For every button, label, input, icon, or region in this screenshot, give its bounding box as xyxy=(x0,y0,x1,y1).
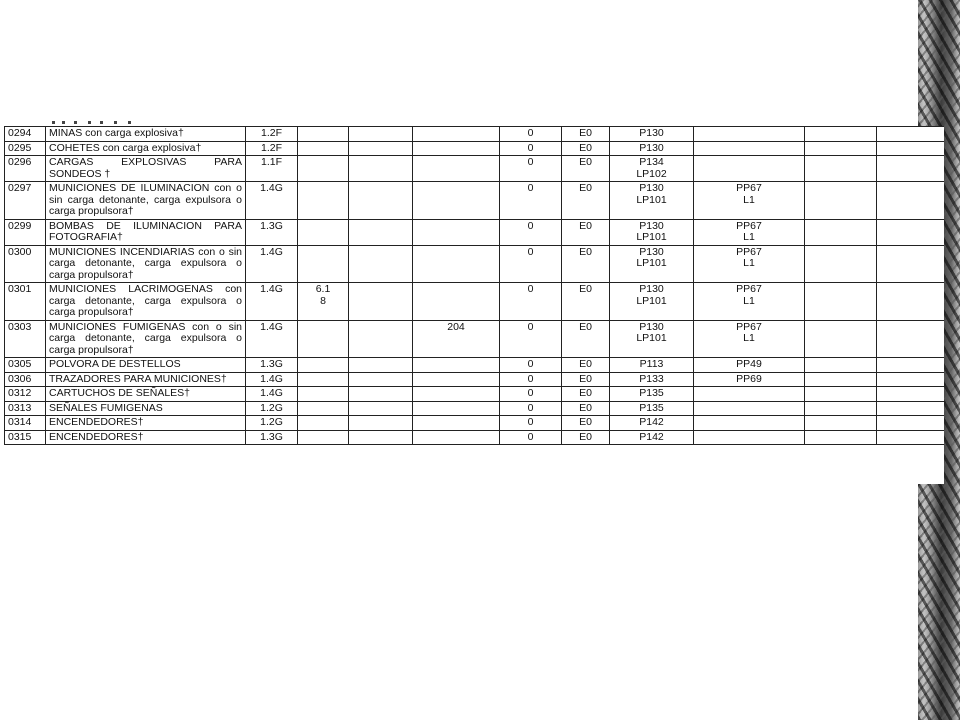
description-cell: MUNICIONES LACRIMOGENAS con carga detonante, carga expulsora o carga propulsora† xyxy=(46,283,246,321)
packing-instruction-cell: P113 xyxy=(610,358,694,373)
packing-instruction-cell: P130 xyxy=(610,127,694,142)
un-number-cell: 0301 xyxy=(5,283,46,321)
column-12-cell xyxy=(877,127,945,142)
excepted-quantity-cell: E0 xyxy=(562,127,610,142)
subsidiary-risk-cell xyxy=(298,245,349,283)
excepted-quantity-cell: E0 xyxy=(562,141,610,156)
table-row xyxy=(5,245,945,283)
description-cell: CARGAS EXPLOSIVAS PARA SONDEOS † xyxy=(46,156,246,182)
column-11-cell xyxy=(805,430,877,445)
subsidiary-risk-cell xyxy=(298,401,349,416)
packing-instruction-cell: P135 xyxy=(610,387,694,402)
column-11-cell xyxy=(805,127,877,142)
packing-instruction-cell: P130 xyxy=(610,141,694,156)
column-12-cell xyxy=(877,372,945,387)
excepted-quantity-cell: E0 xyxy=(562,416,610,431)
class-division-cell: 1.4G xyxy=(246,372,298,387)
packing-provision-cell: PP67 L1 xyxy=(694,245,805,283)
table-row xyxy=(5,430,945,445)
subsidiary-risk-cell xyxy=(298,320,349,358)
class-division-cell: 1.3G xyxy=(246,358,298,373)
description-cell: TRAZADORES PARA MUNICIONES† xyxy=(46,372,246,387)
class-division-cell: 1.2G xyxy=(246,401,298,416)
column-12-cell xyxy=(877,387,945,402)
limited-quantity-cell: 0 xyxy=(500,401,562,416)
subsidiary-risk-cell xyxy=(298,358,349,373)
description-cell: ENCENDEDORES† xyxy=(46,430,246,445)
special-provisions-cell xyxy=(413,387,500,402)
column-11-cell xyxy=(805,387,877,402)
excepted-quantity-cell: E0 xyxy=(562,219,610,245)
packing-group-cell xyxy=(349,372,413,387)
excepted-quantity-cell: E0 xyxy=(562,358,610,373)
description-cell: POLVORA DE DESTELLOS xyxy=(46,358,246,373)
limited-quantity-cell: 0 xyxy=(500,372,562,387)
limited-quantity-cell: 0 xyxy=(500,358,562,373)
packing-instruction-cell: P130 LP101 xyxy=(610,182,694,220)
packing-group-cell xyxy=(349,320,413,358)
packing-group-cell xyxy=(349,245,413,283)
class-division-cell: 1.2F xyxy=(246,141,298,156)
column-12-cell xyxy=(877,430,945,445)
packing-group-cell xyxy=(349,182,413,220)
packing-group-cell xyxy=(349,127,413,142)
table-row xyxy=(5,127,945,142)
excepted-quantity-cell: E0 xyxy=(562,430,610,445)
un-number-cell: 0294 xyxy=(5,127,46,142)
class-division-cell: 1.3G xyxy=(246,219,298,245)
limited-quantity-cell: 0 xyxy=(500,219,562,245)
excepted-quantity-cell: E0 xyxy=(562,245,610,283)
class-division-cell: 1.3G xyxy=(246,430,298,445)
column-12-cell xyxy=(877,283,945,321)
excepted-quantity-cell: E0 xyxy=(562,372,610,387)
subsidiary-risk-cell xyxy=(298,127,349,142)
un-number-cell: 0295 xyxy=(5,141,46,156)
packing-instruction-cell: P134 LP102 xyxy=(610,156,694,182)
un-number-cell: 0315 xyxy=(5,430,46,445)
excepted-quantity-cell: E0 xyxy=(562,320,610,358)
limited-quantity-cell: 0 xyxy=(500,182,562,220)
table-row xyxy=(5,156,945,182)
packing-instruction-cell: P135 xyxy=(610,401,694,416)
packing-group-cell xyxy=(349,416,413,431)
special-provisions-cell: 204 xyxy=(413,320,500,358)
subsidiary-risk-cell xyxy=(298,219,349,245)
special-provisions-cell xyxy=(413,430,500,445)
un-number-cell: 0296 xyxy=(5,156,46,182)
description-cell: BOMBAS DE ILUMINACION PARA FOTOGRAFIA† xyxy=(46,219,246,245)
table-row xyxy=(5,283,945,321)
excepted-quantity-cell: E0 xyxy=(562,387,610,402)
packing-group-cell xyxy=(349,430,413,445)
limited-quantity-cell: 0 xyxy=(500,387,562,402)
subsidiary-risk-cell xyxy=(298,372,349,387)
packing-provision-cell: PP67 L1 xyxy=(694,182,805,220)
un-number-cell: 0299 xyxy=(5,219,46,245)
column-12-cell xyxy=(877,182,945,220)
column-12-cell xyxy=(877,358,945,373)
description-cell: MUNICIONES DE ILUMINACION con o sin carga detonante, carga expulsora o carga propulsora† xyxy=(46,182,246,220)
table-row xyxy=(5,416,945,431)
limited-quantity-cell: 0 xyxy=(500,416,562,431)
special-provisions-cell xyxy=(413,127,500,142)
un-number-cell: 0306 xyxy=(5,372,46,387)
class-division-cell: 1.2F xyxy=(246,127,298,142)
subsidiary-risk-cell xyxy=(298,430,349,445)
packing-instruction-cell: P130 LP101 xyxy=(610,219,694,245)
packing-provision-cell: PP49 xyxy=(694,358,805,373)
class-division-cell: 1.4G xyxy=(246,245,298,283)
packing-group-cell xyxy=(349,358,413,373)
description-cell: COHETES con carga explosiva† xyxy=(46,141,246,156)
packing-instruction-cell: P142 xyxy=(610,416,694,431)
column-12-cell xyxy=(877,219,945,245)
table-row xyxy=(5,372,945,387)
un-number-cell: 0305 xyxy=(5,358,46,373)
description-cell: MUNICIONES FUMIGENAS con o sin carga detonante, carga expulsora o carga propulsora† xyxy=(46,320,246,358)
packing-group-cell xyxy=(349,283,413,321)
table-row xyxy=(5,219,945,245)
column-12-cell xyxy=(877,401,945,416)
packing-provision-cell xyxy=(694,416,805,431)
column-11-cell xyxy=(805,283,877,321)
packing-provision-cell xyxy=(694,127,805,142)
excepted-quantity-cell: E0 xyxy=(562,283,610,321)
packing-provision-cell xyxy=(694,141,805,156)
description-cell: MINAS con carga explosiva† xyxy=(46,127,246,142)
subsidiary-risk-cell xyxy=(298,141,349,156)
limited-quantity-cell: 0 xyxy=(500,245,562,283)
column-12-cell xyxy=(877,320,945,358)
packing-provision-cell xyxy=(694,401,805,416)
limited-quantity-cell: 0 xyxy=(500,430,562,445)
subsidiary-risk-cell xyxy=(298,387,349,402)
packing-provision-cell xyxy=(694,387,805,402)
excepted-quantity-cell: E0 xyxy=(562,156,610,182)
class-division-cell: 1.4G xyxy=(246,387,298,402)
column-11-cell xyxy=(805,182,877,220)
class-division-cell: 1.4G xyxy=(246,320,298,358)
table-row xyxy=(5,320,945,358)
excepted-quantity-cell: E0 xyxy=(562,401,610,416)
packing-instruction-cell: P142 xyxy=(610,430,694,445)
subsidiary-risk-cell xyxy=(298,182,349,220)
packing-instruction-cell: P130 LP101 xyxy=(610,283,694,321)
table-row xyxy=(5,387,945,402)
description-cell: MUNICIONES INCENDIARIAS con o sin carga detonante, carga expulsora o carga propulsora† xyxy=(46,245,246,283)
cropped-previous-row-remnant xyxy=(4,112,944,126)
column-11-cell xyxy=(805,416,877,431)
limited-quantity-cell: 0 xyxy=(500,127,562,142)
un-number-cell: 0303 xyxy=(5,320,46,358)
special-provisions-cell xyxy=(413,401,500,416)
table-row xyxy=(5,358,945,373)
packing-instruction-cell: P130 LP101 xyxy=(610,245,694,283)
column-11-cell xyxy=(805,156,877,182)
table-row xyxy=(5,141,945,156)
column-12-cell xyxy=(877,141,945,156)
special-provisions-cell xyxy=(413,245,500,283)
column-12-cell xyxy=(877,245,945,283)
un-number-cell: 0314 xyxy=(5,416,46,431)
table-row xyxy=(5,182,945,220)
un-number-cell: 0300 xyxy=(5,245,46,283)
class-division-cell: 1.4G xyxy=(246,182,298,220)
description-cell: SEÑALES FUMIGENAS xyxy=(46,401,246,416)
packing-group-cell xyxy=(349,219,413,245)
column-12-cell xyxy=(877,156,945,182)
special-provisions-cell xyxy=(413,156,500,182)
column-11-cell xyxy=(805,141,877,156)
description-cell: CARTUCHOS DE SEÑALES† xyxy=(46,387,246,402)
packing-provision-cell: PP69 xyxy=(694,372,805,387)
special-provisions-cell xyxy=(413,283,500,321)
special-provisions-cell xyxy=(413,358,500,373)
column-12-cell xyxy=(877,416,945,431)
packing-instruction-cell: P133 xyxy=(610,372,694,387)
limited-quantity-cell: 0 xyxy=(500,320,562,358)
class-division-cell: 1.1F xyxy=(246,156,298,182)
class-division-cell: 1.2G xyxy=(246,416,298,431)
class-division-cell: 1.4G xyxy=(246,283,298,321)
column-11-cell xyxy=(805,401,877,416)
packing-provision-cell: PP67 L1 xyxy=(694,283,805,321)
packing-group-cell xyxy=(349,401,413,416)
special-provisions-cell xyxy=(413,372,500,387)
un-number-cell: 0313 xyxy=(5,401,46,416)
packing-group-cell xyxy=(349,141,413,156)
packing-provision-cell: PP67 L1 xyxy=(694,320,805,358)
description-cell: ENCENDEDORES† xyxy=(46,416,246,431)
column-11-cell xyxy=(805,320,877,358)
column-11-cell xyxy=(805,219,877,245)
subsidiary-risk-cell: 6.1 8 xyxy=(298,283,349,321)
dangerous-goods-table xyxy=(4,126,944,484)
excepted-quantity-cell: E0 xyxy=(562,182,610,220)
special-provisions-cell xyxy=(413,416,500,431)
limited-quantity-cell: 0 xyxy=(500,283,562,321)
packing-provision-cell xyxy=(694,156,805,182)
special-provisions-cell xyxy=(413,141,500,156)
special-provisions-cell xyxy=(413,219,500,245)
column-11-cell xyxy=(805,245,877,283)
packing-provision-cell: PP67 L1 xyxy=(694,219,805,245)
column-11-cell xyxy=(805,372,877,387)
packing-group-cell xyxy=(349,156,413,182)
column-11-cell xyxy=(805,358,877,373)
packing-group-cell xyxy=(349,387,413,402)
special-provisions-cell xyxy=(413,182,500,220)
subsidiary-risk-cell xyxy=(298,156,349,182)
limited-quantity-cell: 0 xyxy=(500,141,562,156)
limited-quantity-cell: 0 xyxy=(500,156,562,182)
subsidiary-risk-cell xyxy=(298,416,349,431)
packing-instruction-cell: P130 LP101 xyxy=(610,320,694,358)
packing-provision-cell xyxy=(694,430,805,445)
table-row xyxy=(5,401,945,416)
un-number-cell: 0297 xyxy=(5,182,46,220)
un-number-cell: 0312 xyxy=(5,387,46,402)
